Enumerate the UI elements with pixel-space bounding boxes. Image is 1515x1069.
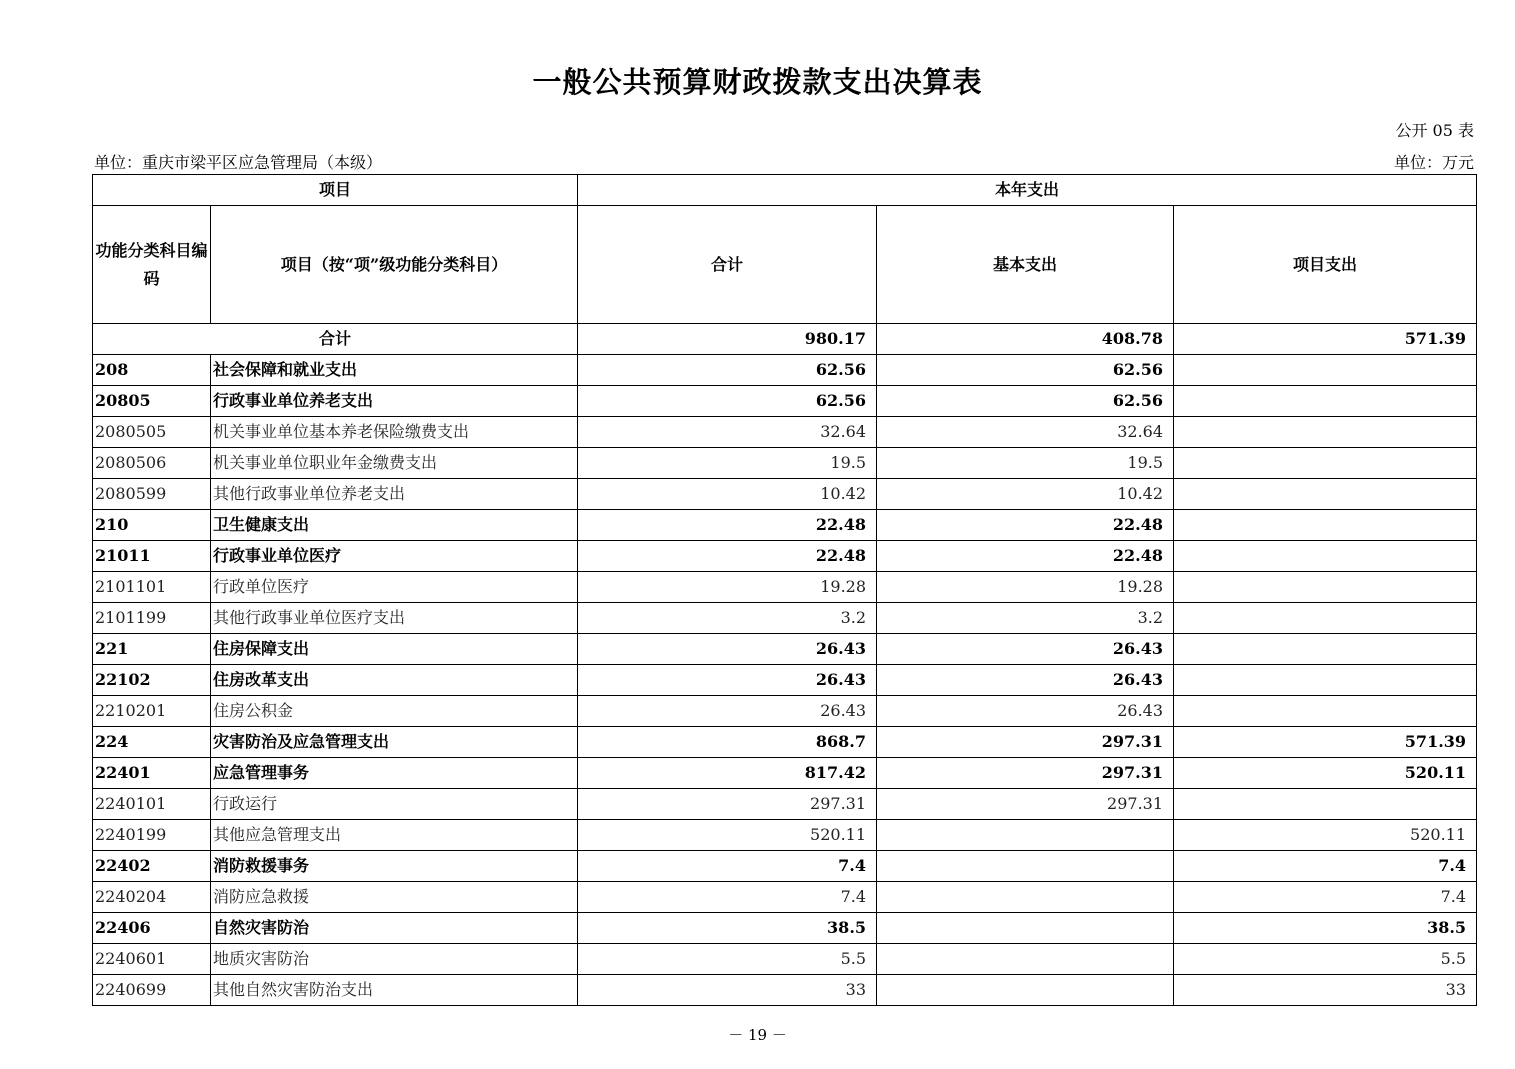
row-name: 住房保障支出: [211, 634, 578, 665]
row-name: 应急管理事务: [211, 758, 578, 789]
table-row: [93, 572, 1477, 603]
row-project: [1174, 355, 1477, 386]
row-total: 32.64: [578, 417, 877, 448]
row-basic: [877, 913, 1174, 944]
row-total: 3.2: [578, 603, 877, 634]
row-code: 2080599: [93, 479, 211, 510]
unit-currency: 单位：万元: [1393, 153, 1474, 172]
row-total: 10.42: [578, 479, 877, 510]
row-code: 2240204: [93, 882, 211, 913]
row-code: 21011: [93, 541, 211, 572]
table-row: [93, 665, 1477, 696]
row-name: 消防应急救援: [211, 882, 578, 913]
row-code: 221: [93, 634, 211, 665]
table-row: [93, 727, 1477, 758]
table-row: [93, 789, 1477, 820]
table-row: [93, 758, 1477, 789]
row-basic: 62.56: [877, 355, 1174, 386]
row-project: [1174, 603, 1477, 634]
row-basic: 62.56: [877, 386, 1174, 417]
row-name: 其他自然灾害防治支出: [211, 975, 578, 1006]
row-name: 行政事业单位养老支出: [211, 386, 578, 417]
row-basic: [877, 851, 1174, 882]
row-code: 2080506: [93, 448, 211, 479]
row-code: 22401: [93, 758, 211, 789]
row-name: 其他应急管理支出: [211, 820, 578, 851]
table-row: [93, 696, 1477, 727]
row-total: 22.48: [578, 541, 877, 572]
row-basic: 3.2: [877, 603, 1174, 634]
table-row: [93, 851, 1477, 882]
row-code: 2240101: [93, 789, 211, 820]
row-name: 行政运行: [211, 789, 578, 820]
header-code: 功能分类科目编码: [93, 206, 211, 324]
table-number: 公开 05 表: [1395, 121, 1474, 140]
row-project: 38.5: [1174, 913, 1477, 944]
row-total: 297.31: [578, 789, 877, 820]
row-total: 19.5: [578, 448, 877, 479]
row-basic: 297.31: [877, 727, 1174, 758]
row-code: 224: [93, 727, 211, 758]
row-name: 自然灾害防治: [211, 913, 578, 944]
header-project: 项目支出: [1174, 206, 1477, 324]
row-code: 210: [93, 510, 211, 541]
row-code: 2240601: [93, 944, 211, 975]
row-total: 5.5: [578, 944, 877, 975]
row-basic: 26.43: [877, 665, 1174, 696]
table-row: [93, 634, 1477, 665]
row-basic: 297.31: [877, 789, 1174, 820]
row-name: 地质灾害防治: [211, 944, 578, 975]
row-total: 26.43: [578, 665, 877, 696]
row-code: 2080505: [93, 417, 211, 448]
header-total: 合计: [578, 206, 877, 324]
row-name: 住房公积金: [211, 696, 578, 727]
row-name: 社会保障和就业支出: [211, 355, 578, 386]
row-code: 2240199: [93, 820, 211, 851]
row-name: 机关事业单位职业年金缴费支出: [211, 448, 578, 479]
row-code: 208: [93, 355, 211, 386]
row-basic: [877, 882, 1174, 913]
row-code: 2210201: [93, 696, 211, 727]
row-project: [1174, 479, 1477, 510]
row-name: 机关事业单位基本养老保险缴费支出: [211, 417, 578, 448]
table-row: [93, 510, 1477, 541]
header-current-year: 本年支出: [578, 175, 1477, 206]
table-row: [93, 975, 1477, 1006]
row-code: 22402: [93, 851, 211, 882]
document-title: 一般公共预算财政拨款支出决算表: [532, 65, 983, 99]
row-project: 33: [1174, 975, 1477, 1006]
row-basic: 297.31: [877, 758, 1174, 789]
row-code: 2101199: [93, 603, 211, 634]
row-total: 22.48: [578, 510, 877, 541]
table-row: [93, 882, 1477, 913]
row-basic: 10.42: [877, 479, 1174, 510]
header-item-name: 项目（按“项”级功能分类科目）: [211, 206, 578, 324]
row-code: 22102: [93, 665, 211, 696]
table-row: [93, 417, 1477, 448]
row-project: [1174, 510, 1477, 541]
row-total: 33: [578, 975, 877, 1006]
row-code: 2240699: [93, 975, 211, 1006]
table-row: [93, 913, 1477, 944]
row-total: 520.11: [578, 820, 877, 851]
expenditure-table: [92, 174, 1477, 1006]
table-row: [93, 944, 1477, 975]
page-number: － 19 －: [728, 1026, 787, 1044]
row-basic: 19.28: [877, 572, 1174, 603]
total-label: 合计: [93, 324, 578, 355]
row-name: 行政单位医疗: [211, 572, 578, 603]
row-total: 19.28: [578, 572, 877, 603]
row-total: 7.4: [578, 851, 877, 882]
row-project: 7.4: [1174, 851, 1477, 882]
row-total: 7.4: [578, 882, 877, 913]
header-item: 项目: [93, 175, 578, 206]
row-project: [1174, 634, 1477, 665]
total-row: [93, 324, 1477, 355]
header-row-1: [93, 175, 1477, 206]
row-total: 26.43: [578, 696, 877, 727]
row-code: 20805: [93, 386, 211, 417]
row-basic: 22.48: [877, 510, 1174, 541]
row-basic: 26.43: [877, 696, 1174, 727]
row-total: 868.7: [578, 727, 877, 758]
row-basic: 22.48: [877, 541, 1174, 572]
header-row-2: [93, 206, 1477, 324]
row-project: [1174, 572, 1477, 603]
row-name: 卫生健康支出: [211, 510, 578, 541]
row-total: 62.56: [578, 386, 877, 417]
row-name: 消防救援事务: [211, 851, 578, 882]
row-name: 行政事业单位医疗: [211, 541, 578, 572]
row-project: 571.39: [1174, 727, 1477, 758]
row-total: 62.56: [578, 355, 877, 386]
row-project: [1174, 665, 1477, 696]
row-basic: [877, 820, 1174, 851]
header-basic: 基本支出: [877, 206, 1174, 324]
table-row: [93, 603, 1477, 634]
row-code: 22406: [93, 913, 211, 944]
row-project: 5.5: [1174, 944, 1477, 975]
row-project: [1174, 541, 1477, 572]
row-name: 灾害防治及应急管理支出: [211, 727, 578, 758]
table-row: [93, 820, 1477, 851]
row-basic: 26.43: [877, 634, 1174, 665]
row-total: 38.5: [578, 913, 877, 944]
table-row: [93, 448, 1477, 479]
row-project: 520.11: [1174, 758, 1477, 789]
row-project: [1174, 448, 1477, 479]
row-name: 其他行政事业单位养老支出: [211, 479, 578, 510]
table-row: [93, 386, 1477, 417]
row-total: 26.43: [578, 634, 877, 665]
row-project: [1174, 696, 1477, 727]
row-name: 住房改革支出: [211, 665, 578, 696]
table-row: [93, 355, 1477, 386]
row-basic: [877, 944, 1174, 975]
total-basic: 408.78: [877, 324, 1174, 355]
total-sum: 980.17: [578, 324, 877, 355]
row-basic: [877, 975, 1174, 1006]
row-basic: 19.5: [877, 448, 1174, 479]
table-row: [93, 479, 1477, 510]
total-project: 571.39: [1174, 324, 1477, 355]
row-code: 2101101: [93, 572, 211, 603]
row-project: 7.4: [1174, 882, 1477, 913]
table-row: [93, 541, 1477, 572]
row-basic: 32.64: [877, 417, 1174, 448]
row-project: 520.11: [1174, 820, 1477, 851]
row-project: [1174, 417, 1477, 448]
unit-organization: 单位：重庆市梁平区应急管理局（本级）: [94, 153, 383, 172]
row-project: [1174, 789, 1477, 820]
row-project: [1174, 386, 1477, 417]
row-total: 817.42: [578, 758, 877, 789]
row-name: 其他行政事业单位医疗支出: [211, 603, 578, 634]
